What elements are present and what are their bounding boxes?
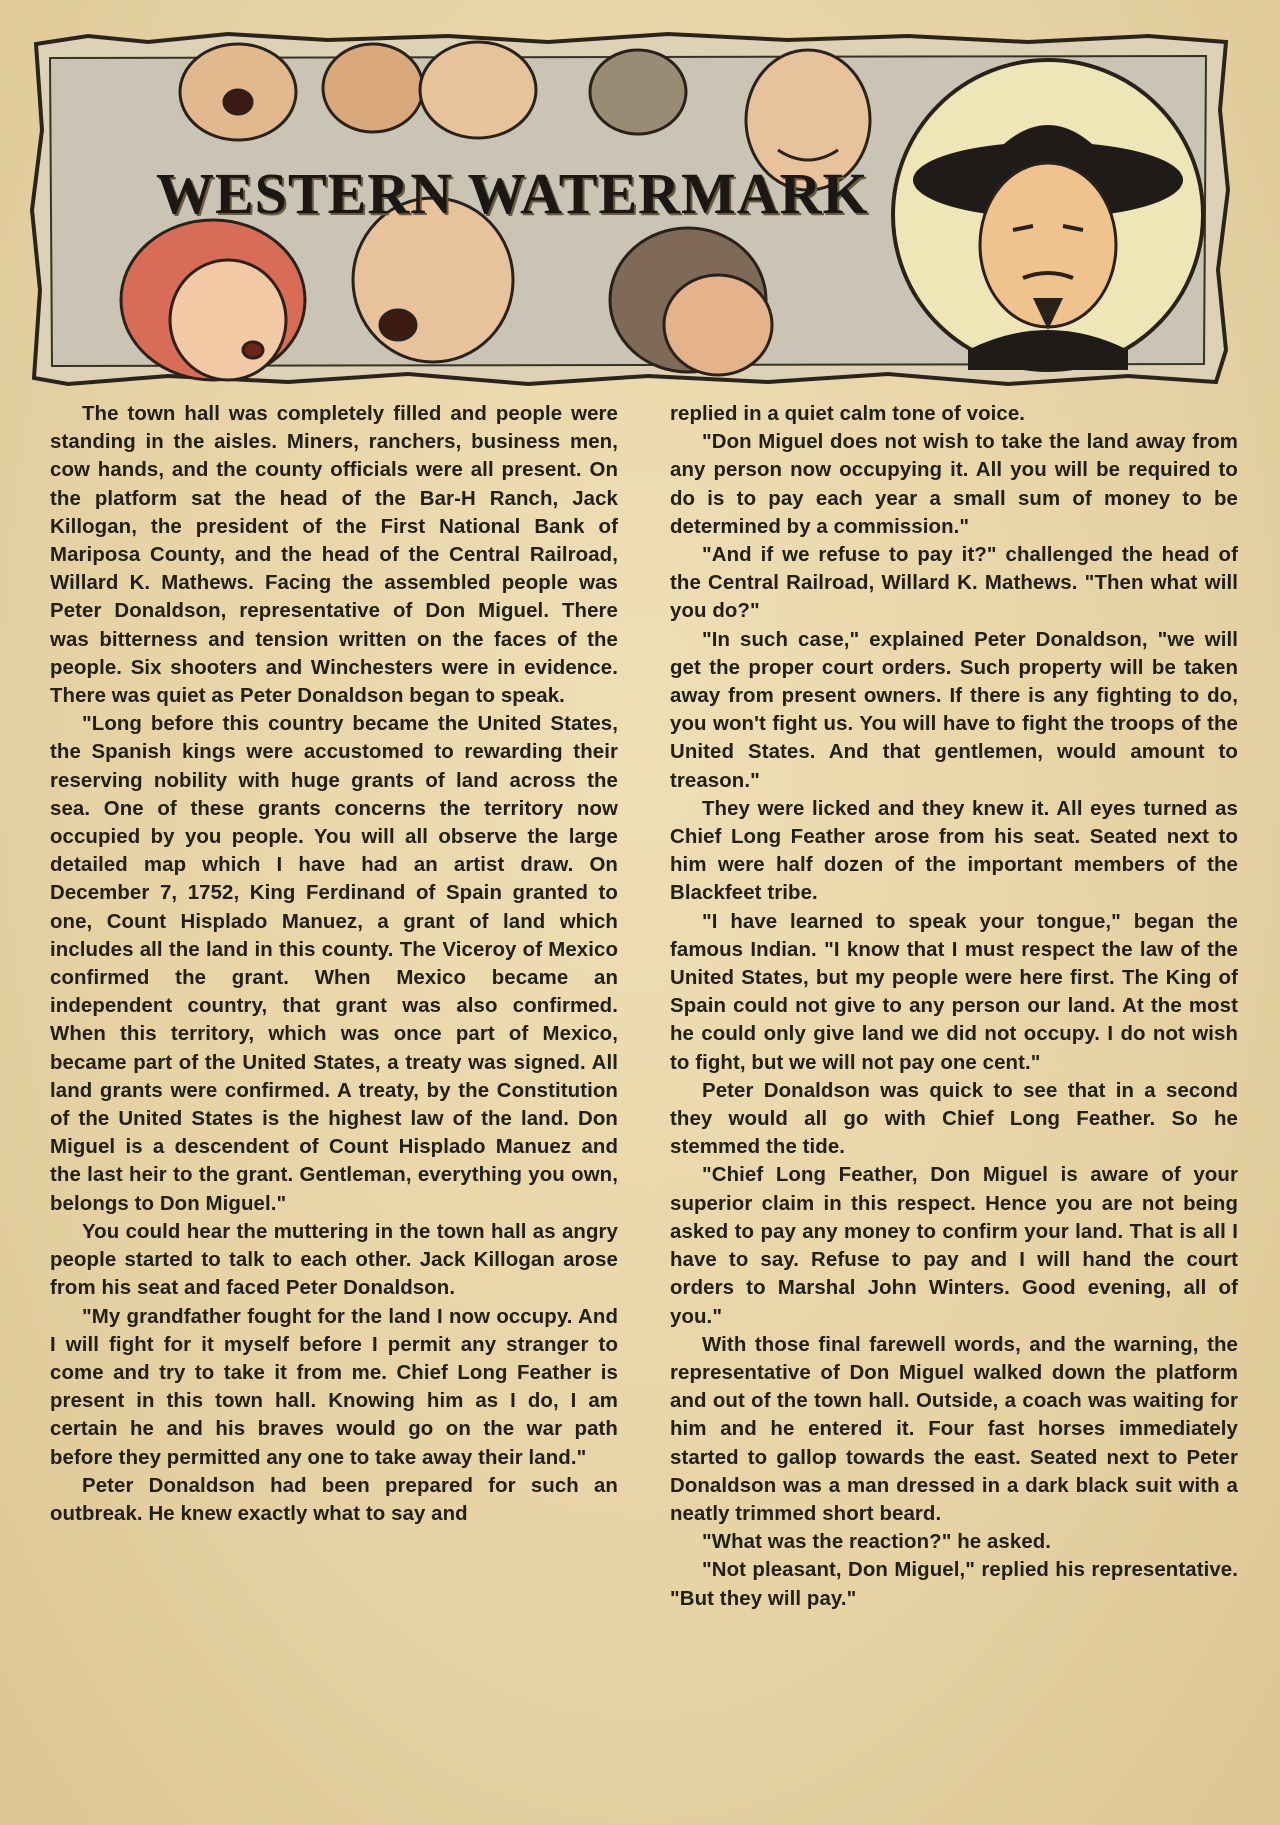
paragraph: You could hear the muttering in the town hall as angry people started to talk to each other. Jack Killogan arose from his seat and faced Peter Donaldson. [50, 1220, 618, 1300]
paragraph: "Long before this country became the United States, the Spanish kings were accustomed to rewarding their reserving nobility with huge grants of land across the sea. One of these grants concerns the territory now occupied by you people. You will all observe the large detailed map which I have had an artist draw. On December 7, 1752, King Ferdinand of Spain granted to one, Count Hisplado Manuez, a grant of land which includes all the land in this county. The Viceroy of Mexico confirmed the grant. When Mexico became an independent country, that grant was also confirmed. When this territory, which was once part of Mexico, became part of the United States, a treaty was signed. All land grants were confirmed. A treaty, by the Constitution of the United States is the highest law of the land. Don Miguel is a descendent of Count Hisplado Manuez and the last heir to the grant. Gentleman, everything you own, belongs to Don Miguel." [50, 713, 618, 1215]
paragraph: With those final farewell words, and the warning, the representative of Don Miguel walked down the platform and out of the town hall. Outside, a coach was waiting for him and he entered it. Four fast horses immediately started to gallop towards the east. Seated next to Peter Donaldson was a man dressed in a dark black suit with a neatly trimmed short beard. [670, 1333, 1238, 1525]
article-columns [50, 400, 1238, 1800]
paragraph: "In such case," explained Peter Donaldson, "we will get the proper court orders. Such property will be taken away from present owners. If there is any fighting to do, you won't fight us. You will have to fight the troops of the United States. And that gentlemen, would amount to treason." [670, 628, 1238, 792]
paragraph: "What was the reaction?" he asked. [702, 1531, 1052, 1554]
paragraph: "And if we refuse to pay it?" challenged the head of the Central Railroad, Willard K. Mathews. "Then what will you do?" [670, 544, 1238, 623]
paragraph: "Chief Long Feather, Don Miguel is aware of your superior claim in this respect. Hence you are not being asked to pay any money to confirm your land. That is all I have to say. Refuse to pay and I will hand the court orders to Marshal John Winters. Good evening, all of you." [670, 1164, 1238, 1328]
paragraph: "I have learned to speak your tongue," began the famous Indian. "I know that I must respect the law of the United States, but my people were here first. The King of Spain could not give to any person our land. At the most he could only give land we did not occupy. I do not wish to fight, but we will not pay one cent." [670, 910, 1238, 1074]
right-column [670, 400, 1238, 1800]
paragraph: Peter Donaldson had been prepared for such an outbreak. He knew exactly what to say and [50, 1474, 618, 1525]
paragraph: "Don Miguel does not wish to take the land away from any person now occupying it. All you will be required to do is to pay each year a small sum of money to be determined by a commission." [670, 431, 1238, 538]
paragraph: "Not pleasant, Don Miguel," replied his representative. "But they will pay." [670, 1559, 1238, 1610]
paragraph: "My grandfather fought for the land I now occupy. And I will fight for it myself before I permit any stranger to come and try to take it from me. Chief Long Feather is present in this town hall. Knowing him as I do, I am certain he and his braves would go on the war path before they permitted any one to take away their land." [50, 1305, 618, 1469]
paragraph: They were licked and they knew it. All eyes turned as Chief Long Feather arose from his seat. Seated next to him were half dozen of the important members of the Blackfeet tribe. [670, 797, 1238, 905]
paragraph: The town hall was completely filled and people were standing in the aisles. Miners, ranchers, business men, cow hands, and the county officials were all present. On the platform sat the head of the Bar-H Ranch, Jack Killogan, the president of the First National Bank of Mariposa County, and the head of the Central Railroad, Willard K. Mathews. Facing the assembled people was Peter Donaldson, representative of Don Miguel. There was bitterness and tension written on the faces of the people. Six shooters and Winchesters were in evidence. There was quiet as Peter Donaldson began to speak. [50, 403, 618, 708]
paragraph: replied in a quiet calm tone of voice. [670, 403, 1026, 425]
paragraph: Peter Donaldson was quick to see that in a second they would all go with Chief Long Feather. So he stemmed the tide. [670, 1079, 1238, 1159]
left-column [50, 400, 618, 1800]
title-banner [28, 30, 1233, 390]
banner-title: WESTERN WATERMARK [156, 161, 869, 226]
hero-portrait [893, 60, 1203, 370]
